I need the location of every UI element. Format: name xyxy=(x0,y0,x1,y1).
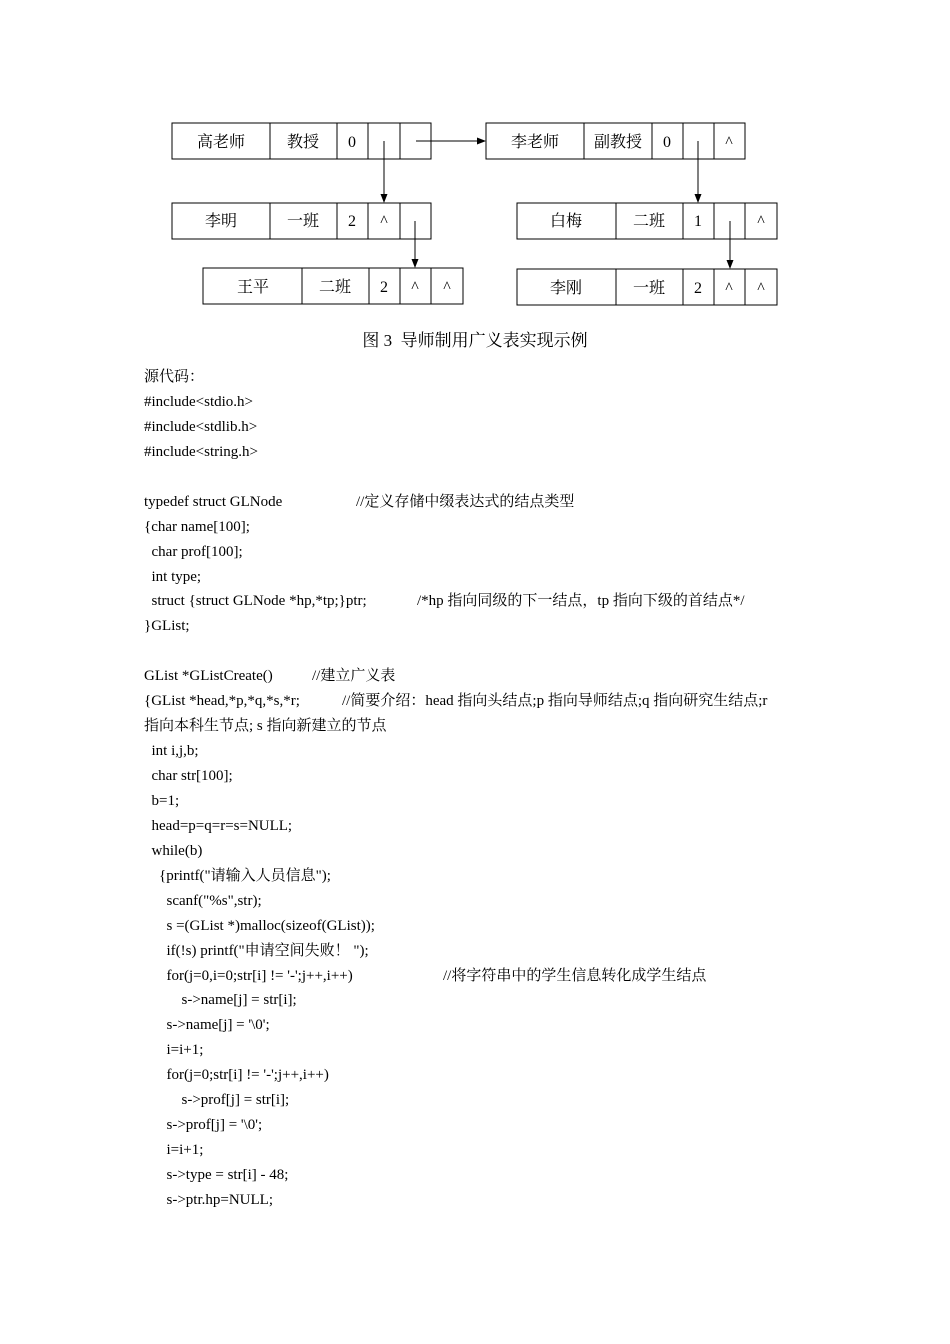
node-title: 教授 xyxy=(286,134,320,151)
code-line xyxy=(144,689,824,714)
null-pointer: ^ xyxy=(725,134,733,151)
code-line: int type; xyxy=(144,568,202,585)
code-line: char prof[100]; xyxy=(144,543,243,560)
code-line: while(b) xyxy=(144,842,203,859)
code-line: i=i+1; xyxy=(144,1142,204,1159)
figure-caption: 图 3 导师制用广义表实现示例 xyxy=(362,331,588,350)
generalized-list-diagram xyxy=(0,0,950,320)
node-ligang xyxy=(517,269,777,305)
node-liming xyxy=(172,203,431,239)
node-name: 李老师 xyxy=(510,134,560,151)
node-name: 白梅 xyxy=(549,213,583,230)
code-text: {GList *head,*p,*q,*s,*r; xyxy=(144,693,300,710)
null-pointer: ^ xyxy=(757,213,765,230)
code-comment: //简要介绍：head 指向头结点;p 指向导师结点;q 指向研究生结点;r xyxy=(342,693,768,710)
code-line: #include<stdlib.h> xyxy=(144,418,258,435)
code-line: char str[100]; xyxy=(144,768,233,784)
code-line: 源代码： xyxy=(144,369,205,385)
code-comment: //定义存储中缀表达式的结点类型 xyxy=(356,493,575,510)
node-title: 二班 xyxy=(632,213,666,230)
node-title: 一班 xyxy=(632,280,666,297)
source-code xyxy=(144,365,824,1213)
code-line: {printf("请输入人员信息"); xyxy=(144,867,331,884)
node-type: 2 xyxy=(694,280,702,297)
code-comment: //建立广义表 xyxy=(312,668,396,685)
code-line: i=i+1; xyxy=(144,1042,204,1059)
code-line: if(!s) printf("申请空间失败！ "); xyxy=(144,942,369,959)
code-comment: /*hp 指向同级的下一结点，tp 指向下级的首结点*/ xyxy=(417,593,745,610)
code-text: GList *GListCreate() xyxy=(144,668,273,685)
node-title: 副教授 xyxy=(593,134,643,151)
code-line xyxy=(144,964,824,989)
code-line: }GList; xyxy=(144,618,190,635)
code-line: b=1; xyxy=(144,792,180,809)
node-type: 2 xyxy=(380,279,388,296)
node-baimei xyxy=(517,203,777,239)
node-name: 李明 xyxy=(204,213,238,230)
code-line: s->ptr.hp=NULL; xyxy=(144,1191,273,1208)
code-line: #include<stdio.h> xyxy=(144,393,253,410)
node-type: 0 xyxy=(348,134,356,151)
node-li-teacher xyxy=(486,123,745,159)
null-pointer: ^ xyxy=(380,213,388,230)
code-text: for(j=0,i=0;str[i] != '-';j++,i++) xyxy=(144,967,353,984)
code-line: s->type = str[i] - 48; xyxy=(144,1167,289,1183)
node-wangping xyxy=(203,268,463,304)
node-name: 高老师 xyxy=(196,134,246,151)
null-pointer: ^ xyxy=(757,280,765,297)
node-type: 2 xyxy=(348,213,356,230)
code-text: typedef struct GLNode xyxy=(144,493,283,510)
code-line: s =(GList *)malloc(sizeof(GList)); xyxy=(144,917,375,934)
code-line: s->name[j] = '\0'; xyxy=(144,1017,270,1034)
node-name: 王平 xyxy=(236,279,270,296)
code-line: s->name[j] = str[i]; xyxy=(144,992,297,1009)
code-line: s->prof[j] = '\0'; xyxy=(144,1117,263,1134)
code-comment: //将字符串中的学生信息转化成学生结点 xyxy=(443,967,707,984)
code-line xyxy=(144,490,824,515)
code-text: struct {struct GLNode *hp,*tp;}ptr; xyxy=(144,593,367,610)
node-type: 1 xyxy=(694,213,702,230)
null-pointer: ^ xyxy=(411,279,419,296)
null-pointer: ^ xyxy=(725,280,733,297)
node-gao-teacher xyxy=(172,123,431,159)
code-line: int i,j,b; xyxy=(144,743,199,760)
blank-line xyxy=(144,639,824,664)
code-line: for(j=0;str[i] != '-';j++,i++) xyxy=(144,1067,329,1084)
code-line: head=p=q=r=s=NULL; xyxy=(144,817,293,834)
node-type: 0 xyxy=(663,134,671,151)
blank-line xyxy=(144,465,824,490)
null-pointer: ^ xyxy=(443,279,451,296)
code-line: #include<string.h> xyxy=(144,443,258,460)
code-line: 指向本科生节点; s 指向新建立的节点 xyxy=(144,718,387,735)
code-line: {char name[100]; xyxy=(144,518,250,535)
node-name: 李刚 xyxy=(549,280,583,297)
code-line xyxy=(144,589,824,614)
code-line: s->prof[j] = str[i]; xyxy=(144,1092,290,1109)
node-title: 二班 xyxy=(318,279,352,296)
node-title: 一班 xyxy=(286,213,320,230)
code-line xyxy=(144,664,824,689)
code-line: scanf("%s",str); xyxy=(144,892,262,909)
